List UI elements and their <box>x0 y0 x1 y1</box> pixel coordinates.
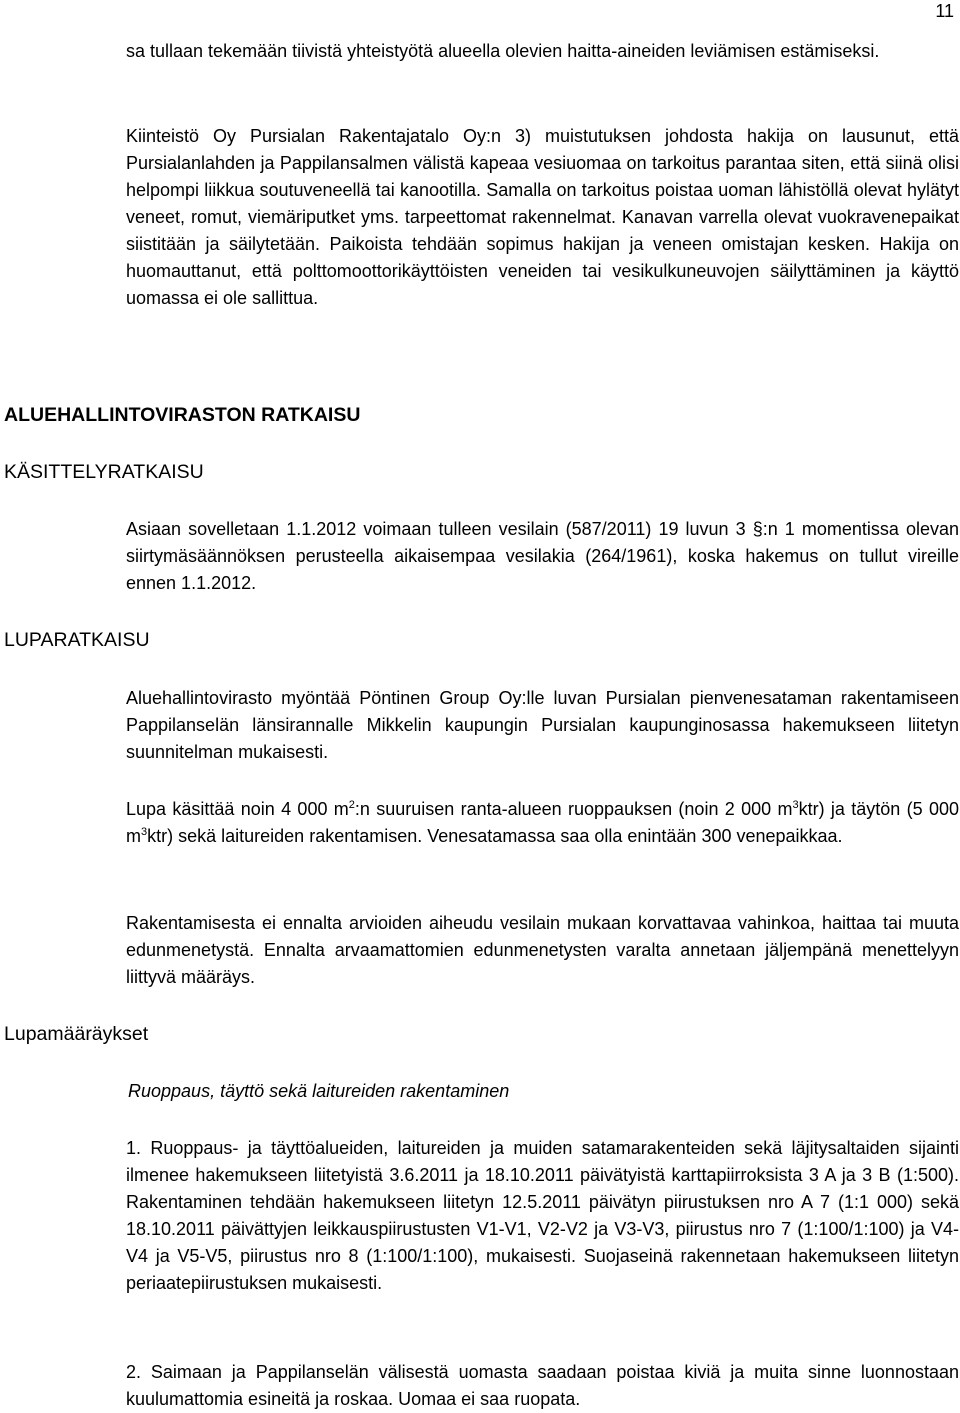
list-item-1: 1. Ruoppaus- ja täyttöalueiden, laitureiden ja muiden satamarakenteiden sekä läjitysaltaiden sijainti ilmenee hakemukseen liitetyistä 3.6.2011 ja 18.10.2011 päivätyistä karttapiirroksista 3 A ja 3 B (1:500). Rakentaminen tehdään hakemukseen liitetyn 12.5.2011 päivätyn piirustuksen nro A 7 (1:1 000) sekä 18.10.2011 päivättyjen leikkauspiirustusten V1-V1, V2-V2 ja V3-V3, piirustus nro 7 (1:100/1:100) ja V4-V4 ja V5-V5, piirustus nro 8 (1:100/1:100), mukaisesti. Suojaseinä rakennetaan hakemukseen liitetyn periaatepiirustuksen mukaisesti. <box>126 1138 959 1293</box>
label-luparatkaisu: LUPARATKAISU <box>4 629 150 651</box>
paragraph-kiinteisto-response: Kiinteistö Oy Pursialan Rakentajatalo Oy:n 3) muistutuksen johdosta hakija on lausunut, että Pursialanlahden ja Pappilansalmen välistä kapeaa vesiuomaa on tarkoitus parantaa siten, että siinä olisi helpompi liikkua soutuveneellä tai kanootilla. Samalla on tarkoitus poistaa uoman lähistöllä olevat hylätyt veneet, romut, viemäriputket yms. tarpeettomat rakennelmat. Kanavan varrella olevat vuokravenepaikat siistitään ja säilytetään. Paikoista tehdään sopimus hakijan ja veneen omistajan kesken. Hakija on huomauttanut, että polttomoottorikäyttöisten veneiden tai vesikulkuneuvojen säilyttäminen ja käyttö uomassa ei ole sallittua. <box>126 126 959 308</box>
paragraph-luparatkaisu-grant: Aluehallintovirasto myöntää Pöntinen Group Oy:lle luvan Pursialan pienvenesataman rakentamiseen Pappilanselän länsirannalle Mikkelin kaupungin Pursialan kaupunginosassa hakemukseen liitetyn suunnitelman mukaisesti. <box>126 688 959 762</box>
heading-kasittelyratkaisu: KÄSITTELYRATKAISU <box>4 461 204 483</box>
paragraph-luparatkaisu-damages: Rakentamisesta ei ennalta arvioiden aiheudu vesilain mukaan korvattavaa vahinkoa, haittaa tai muuta edunmenetystä. Ennalta arvaamattomien edunmenetysten varalta annetaan jäljempänä menettelyyn liittyvä määräys. <box>126 913 959 987</box>
label-lupamaaraykset: Lupamääräykset <box>4 1023 149 1045</box>
continuation-paragraph: sa tullaan tekemään tiivistä yhteistyötä alueella olevien haitta-aineiden leviämisen estämiseksi. <box>126 41 880 61</box>
list-item-2: 2. Saimaan ja Pappilanselän välisestä uomasta saadaan poistaa kiviä ja muita sinne luonnostaan kuulumattomia esineitä ja roskaa. Uomaa ei saa ruopata. <box>126 1362 959 1409</box>
heading-aluehallintoviraston-ratkaisu: ALUEHALLINTOVIRASTON RATKAISU <box>4 404 361 426</box>
paragraph-luparatkaisu-scope: Lupa käsittää noin 4 000 $m^2:n$ suuruisen ranta-alueen ruoppauksen (noin 2 000 $m^3ktr$) ja täytön (5 000 $m^3ktr$) sekä laitureiden rakentamisen. Venesatamassa saa olla enintään 300 venepaikkaa. <box>126 799 959 846</box>
paragraph-kasittelyratkaisu: Asiaan sovelletaan 1.1.2012 voimaan tulleen vesilain (587/2011) 19 luvun 3 §:n 1 momentissa olevan siirtymäsäännöksen perusteella aikaisempaa vesilakia (264/1961), koska hakemus on tullut vireille ennen 1.1.2012. <box>126 519 959 593</box>
subheading-ruoppaus: Ruoppaus, täyttö sekä laitureiden rakentaminen <box>128 1081 510 1101</box>
page-number: 11 <box>935 1 954 21</box>
